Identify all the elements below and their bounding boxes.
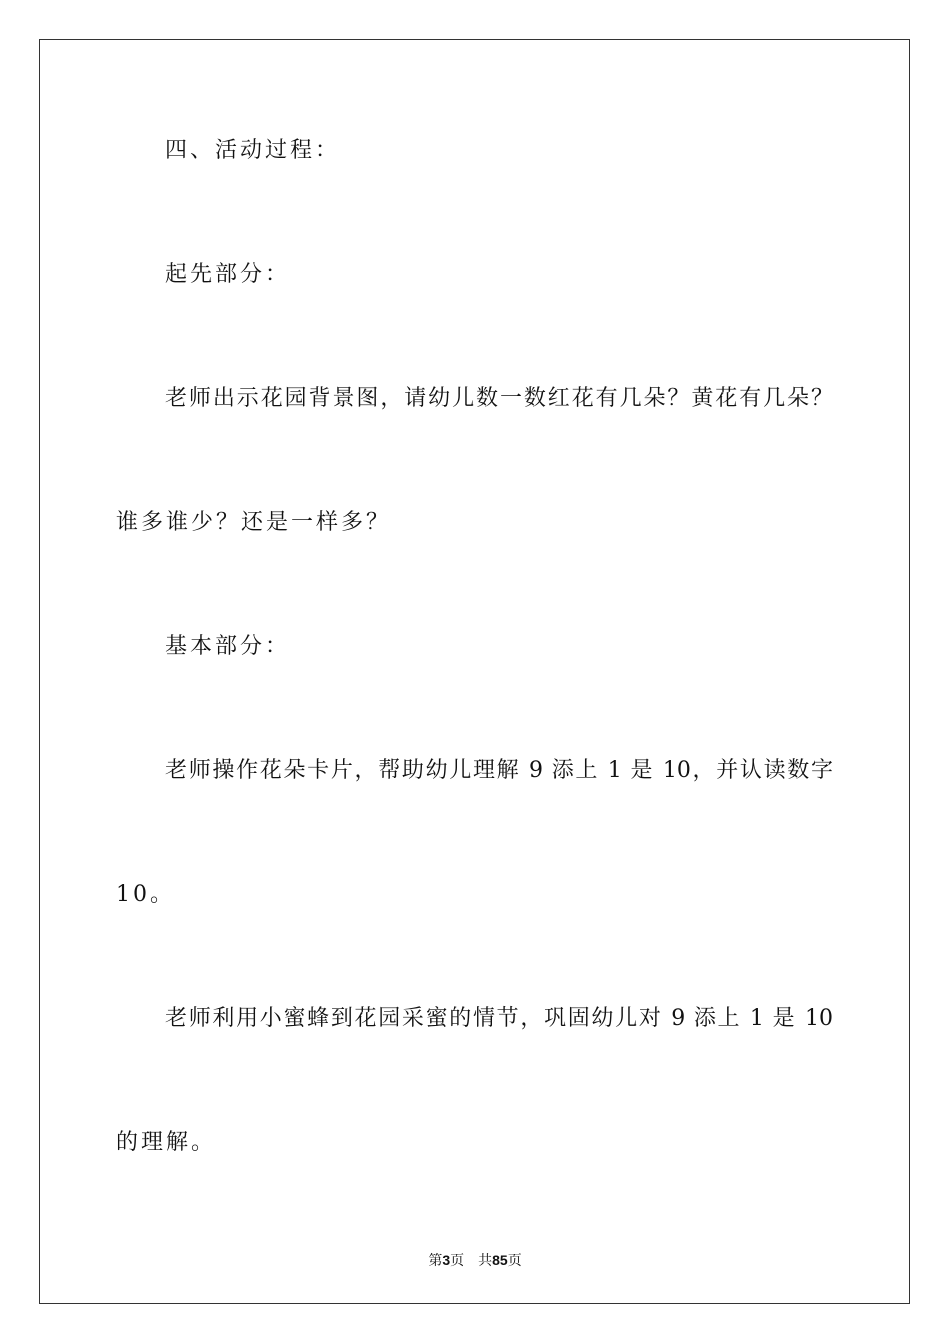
paragraph-line: 谁多谁少？还是一样多？ <box>116 510 392 535</box>
footer-total-prefix: 共 <box>478 1253 493 1269</box>
footer-page-prefix: 第 <box>428 1253 443 1269</box>
paragraph-line: 老师操作花朵卡片，帮助幼儿理解 9 添上 1 是 10，并认读数字 <box>165 758 833 783</box>
paragraph-line: 老师出示花园背景图，请幼儿数一数红花有几朵？黄花有几朵？ <box>165 386 833 411</box>
subheading-opening-part: 起先部分： <box>165 262 291 287</box>
paragraph-line: 10。 <box>116 882 175 907</box>
paragraph-line: 老师利用小蜜蜂到花园采蜜的情节，巩固幼儿对 9 添上 1 是 10 <box>165 1006 833 1031</box>
footer-total-pages: 85 <box>492 1252 508 1268</box>
section-heading-activity-process: 四、活动过程： <box>165 138 341 163</box>
page-border <box>39 39 910 1304</box>
page-footer <box>0 1250 950 1270</box>
subheading-basic-part: 基本部分： <box>165 634 291 659</box>
footer-total-suffix: 页 <box>507 1253 522 1269</box>
footer-page-number: 3 <box>442 1252 451 1268</box>
footer-page-suffix: 页 <box>450 1253 465 1269</box>
paragraph-line: 的理解。 <box>116 1130 217 1155</box>
